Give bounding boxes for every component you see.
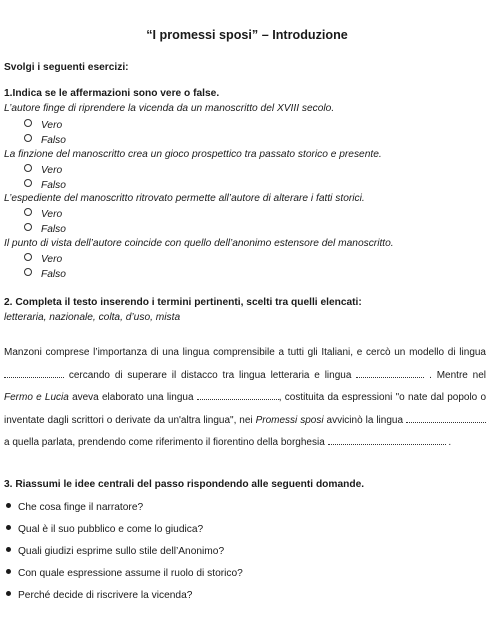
radio-icon	[24, 119, 32, 127]
radio-icon	[24, 179, 32, 187]
statement-1: L’autore finge di riprendere la vicenda da un manoscritto del XVIII secolo.	[4, 103, 335, 114]
option-true-4[interactable]: Vero	[24, 253, 62, 265]
exercise2-terms: letteraria, nazionale, colta, d’uso, mista	[4, 312, 181, 323]
option-true-2[interactable]: Vero	[24, 164, 62, 176]
blank-5[interactable]	[328, 435, 446, 445]
exercise1-heading: 1.Indica se le affermazioni sono vere o false.	[4, 88, 220, 99]
bullet-icon	[6, 569, 11, 574]
bullet-icon	[6, 503, 11, 508]
bullet-icon	[6, 591, 11, 596]
question-1: Che cosa finge il narratore?	[6, 502, 143, 513]
question-5: Perché decide di riscrivere la vicenda?	[6, 590, 192, 601]
question-2: Qual è il suo pubblico e come lo giudica?	[6, 524, 203, 535]
radio-icon	[24, 268, 32, 276]
question-3: Quali giudizi esprime sullo stile dell’Anonimo?	[6, 546, 224, 557]
statement-2: La finzione del manoscritto crea un gioco prospettico tra passato storico e presente.	[4, 149, 382, 160]
instructions: Svolgi i seguenti esercizi:	[4, 62, 129, 73]
blank-2[interactable]	[356, 368, 424, 378]
option-false-3[interactable]: Falso	[24, 223, 66, 235]
option-false-4[interactable]: Falso	[24, 268, 66, 280]
blank-3[interactable]	[197, 390, 279, 400]
radio-icon	[24, 164, 32, 172]
option-true-3[interactable]: Vero	[24, 208, 62, 220]
question-4: Con quale espressione assume il ruolo di storico?	[6, 568, 243, 579]
blank-4[interactable]	[406, 413, 486, 423]
radio-icon	[24, 134, 32, 142]
option-false-1[interactable]: Falso	[24, 134, 66, 146]
bullet-icon	[6, 547, 11, 552]
statement-3: L’espediente del manoscritto ritrovato permette all’autore di alterare i fatti storici.	[4, 193, 365, 204]
option-true-1[interactable]: Vero	[24, 119, 62, 131]
cloze-paragraph: Manzoni comprese l’importanza di una lingua comprensibile a tutti gli Italiani, e cercò un modello di lingua cercando di superare il distacco tra lingua letteraria e lingua . Mentre nel Fermo e Lucia aveva elaborato una lingua , costituita da espressioni "o nate dal popolo o inventate dagli scrittori o derivate da un'altra lingua", nei Promessi sposi avvicinò la lingua a quella parlata, prendendo come riferimento il fiorentino della borghesia .	[4, 347, 487, 448]
page-title: “I promessi sposi” – Introduzione	[146, 28, 348, 42]
statement-4: Il punto di vista dell’autore coincide con quello dell’anonimo estensore del manoscritto.	[4, 238, 394, 249]
exercise2-heading: 2. Completa il testo inserendo i termini pertinenti, scelti tra quelli elencati:	[4, 297, 362, 308]
exercise3-heading: 3. Riassumi le idee centrali del passo rispondendo alle seguenti domande.	[4, 479, 365, 490]
radio-icon	[24, 253, 32, 261]
radio-icon	[24, 223, 32, 231]
option-false-2[interactable]: Falso	[24, 179, 66, 191]
blank-1[interactable]	[4, 368, 64, 378]
bullet-icon	[6, 525, 11, 530]
radio-icon	[24, 208, 32, 216]
